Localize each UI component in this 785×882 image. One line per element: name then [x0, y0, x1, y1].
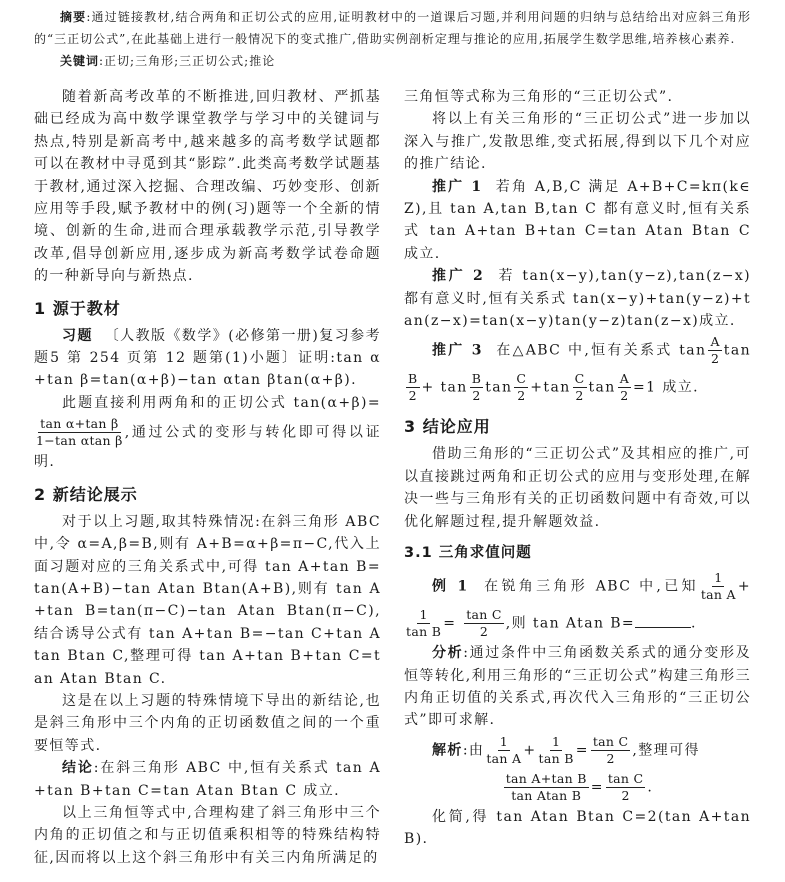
fraction-numerator: C — [574, 371, 585, 387]
generalization-2-text: 若 tan(x−y),tan(y−z),tan(z−x)都有意义时,恒有关系式 tan(x−y)+tan(y−z)+tan(z−x)=tan(x−y)tan(y−z)tan(z−x)成立. — [404, 268, 752, 330]
fraction-denominator: 2 — [606, 750, 615, 766]
fraction — [464, 607, 504, 640]
generalization-intro: 将以上有关三角形的“三正切公式”进一步加以深入与推广,发散思维,变式拓展,得到以下几个对应的推广结论. — [404, 111, 751, 173]
equals-sign: = — [590, 779, 604, 796]
section-3-heading: 3 结论应用 — [404, 417, 491, 437]
fraction-denominator: 2 — [575, 388, 584, 404]
analysis-label: 分析 — [432, 645, 464, 662]
fraction-denominator: 2 — [621, 787, 630, 803]
fraction-denominator: 2 — [711, 351, 720, 367]
fraction-numerator: tan A+tan B — [505, 770, 587, 786]
tan-text: tan — [485, 379, 513, 396]
plus-sign: + — [523, 742, 537, 759]
generalization-1 — [404, 176, 751, 266]
analysis-text: :通过条件中三角函数关系式的通分变形及恒等转化,利用三角形的“三正切公式”构建三角形三内角正切值的关系式,再次代入三角形的“三正切公式”即可求解. — [404, 645, 751, 729]
generalization-3-text: 在△ABC 中,恒有关系式 tan — [496, 342, 707, 359]
generalization-2-label: 推广 2 — [432, 268, 485, 285]
fraction-numerator: tan α+tan β — [40, 416, 119, 432]
formula-paragraph — [34, 392, 381, 474]
solution-text: :由 — [462, 742, 485, 759]
new-conclusion-paragraph: 这是在以上习题的特殊情境下导出的新结论,也是斜三角形中三个内角的正切函数值之间的一个重要恒等式. — [34, 692, 381, 754]
generalization-1-label: 推广 1 — [432, 178, 483, 195]
fraction-denominator: 2 — [620, 388, 629, 404]
tan-text: tan — [588, 379, 616, 396]
conclusion-label: 结论 — [62, 760, 94, 777]
two-column-body — [34, 86, 751, 869]
exercise-text: 〔人教版《数学》(必修第一册)复习参考题5 第 254 页第 12 题第(1)小题〕证明:tan α+tan β=tan(α+β)−tan αtan βtan(α+β). — [34, 327, 381, 389]
fraction — [514, 371, 528, 404]
abstract-text: :通过链接教材,结合两角和正切公式的应用,证明教材中的一道课后习题,并利用问题的归纳与总结给出对应斜三角形的“三正切公式”,在此基础上进行一般情况下的变式推广,借助实例剖析定理与推论的应用,拓展学生数学思维,培养核心素养. — [34, 10, 751, 46]
solution-line-2 — [404, 769, 751, 806]
generalization-3-end: =1 成立. — [633, 379, 699, 396]
fraction-denominator: 2 — [472, 388, 481, 404]
keywords — [60, 50, 751, 72]
section-2-heading: 2 新结论展示 — [34, 484, 138, 504]
tan-text: tan — [723, 342, 751, 359]
fraction-denominator: tan A — [700, 587, 736, 603]
fraction — [606, 771, 646, 804]
fraction — [618, 371, 631, 404]
tan-text: tan — [440, 379, 468, 396]
fraction-numerator: B — [471, 371, 482, 387]
abstract — [34, 6, 751, 50]
plus-sign: + — [530, 379, 544, 396]
fraction-denominator: 2 — [408, 388, 417, 404]
fraction-denominator: tan B — [406, 624, 442, 640]
tan-text: tan — [543, 379, 571, 396]
fraction — [504, 771, 589, 804]
analysis-paragraph — [404, 642, 751, 732]
fraction — [573, 371, 587, 404]
fraction — [701, 570, 736, 603]
fraction-numerator: 1 — [714, 570, 723, 586]
conclusion-text: :在斜三角形 ABC 中,恒有关系式 tan A+tan B+tan C=tan Atan Btan C 成立. — [34, 760, 381, 799]
answer-blank — [635, 613, 691, 628]
exercise-paragraph — [34, 325, 381, 392]
period: . — [647, 779, 654, 796]
fraction-denominator: 2 — [517, 388, 526, 404]
intro-paragraph: 随着新高考改革的不断推进,回归教材、严抓基础已经成为高中数学课堂教学与学习中的关键词与热点,特别是新高考中,越来越多的高考数学试题都可以在教材中寻觅到其“影踪”.此类高考数学试题基于教材,通过深入挖掘、合理改编、巧妙变形、创新应用等手段,赋予教材中的例(习)题等一个全新的情境、创新的生命,进而合理承载教学示范,引导教学改革,倡导创新应用,逐步成为新高考数学试卷命题的一种新导向与新热点. — [34, 89, 381, 285]
fraction-numerator: B — [408, 371, 418, 387]
generalization-1-text: 若角 A,B,C 满足 A+B+C=kπ(k∈Z),且 tan A,tan B,tan C 都有意义时,恒有关系式 tan A+tan B+tan C=tan Atan Btan C 成立. — [404, 178, 752, 262]
fraction-denominator: 2 — [479, 624, 489, 640]
fraction-denominator: tan A — [486, 750, 522, 766]
fraction-numerator: tan C — [607, 770, 644, 786]
section-1-heading: 1 源于教材 — [34, 298, 121, 318]
fraction-numerator: C — [516, 371, 527, 387]
derivation-paragraph: 对于以上习题,取其特殊情况:在斜三角形 ABC 中,令 α=A,β=B,则有 A+B=α+β=π−C,代入上面习题对应的三角关系式中,可得 tan A+tan B=tan(A+B)−tan Atan Btan(A+B),则有 tan A+tan B=tan(π−C)−tan Atan Btan(π−C),结合诱导公式有 tan A+tan B=−tan C+tan Atan Btan C,整理可得 tan A+tan B+tan C=tan Atan Btan C. — [34, 513, 381, 687]
equals-sign: = — [575, 742, 589, 759]
fraction — [708, 334, 721, 367]
fraction-numerator: 1 — [419, 607, 428, 623]
solution-text-b: ,整理可得 — [632, 742, 700, 759]
fraction-numerator: tan C — [592, 733, 629, 749]
generalization-3 — [404, 332, 751, 406]
exercise-label: 习题 — [62, 327, 93, 344]
keywords-text: :正切;三角形;三正切公式;推论 — [99, 54, 276, 68]
fraction — [591, 734, 631, 767]
example-1-label: 例 1 — [432, 578, 469, 595]
abstract-label: 摘要 — [60, 10, 87, 24]
example-1-question: ,则 tan Atan B= — [505, 615, 636, 632]
generalization-2 — [404, 265, 751, 332]
conclusion-paragraph — [34, 757, 381, 802]
fraction-denominator: tan Atan B — [511, 787, 582, 803]
fraction — [486, 734, 521, 767]
example-1 — [404, 568, 751, 642]
fraction-numerator: 1 — [499, 733, 508, 749]
period: . — [691, 615, 697, 632]
example-1-text: 在锐角三角形 ABC 中,已知 — [484, 578, 699, 595]
fraction — [539, 734, 574, 767]
fraction-numerator: tan C — [466, 607, 502, 623]
fraction-numerator: A — [619, 371, 630, 387]
equals-sign: = — [443, 615, 457, 632]
fraction — [406, 607, 441, 640]
fraction-numerator: 1 — [551, 733, 561, 749]
structure-paragraph: 以上三角恒等式中,合理构建了斜三角形中三个内角的正切值之和与正切值乘积相等的特殊结构特征,因而将以上这个斜三角形中有关三内角所满足的 — [34, 804, 381, 866]
fraction-denominator: tan B — [538, 750, 574, 766]
plus-sign: + — [421, 379, 435, 396]
continued-paragraph: 三角恒等式称为三角形的“三正切公式”. — [404, 89, 674, 105]
application-paragraph: 借助三角形的“三正切公式”及其相应的推广,可以直接跳过两角和正切公式的应用与变形处理,在解决一些与三角形有关的正切函数问题中有奇效,可以优化解题过程,提升解题效益. — [404, 446, 751, 530]
fraction-denominator: 1−tan αtan β — [36, 433, 123, 449]
section-3-1-heading: 3.1 三角求值问题 — [404, 545, 532, 562]
right-column — [404, 86, 751, 869]
keywords-label: 关键词 — [60, 54, 100, 68]
solution-line-3: 化简,得 tan Atan Btan C=2(tan A+tan B). — [404, 808, 751, 848]
fraction-numerator: A — [710, 334, 720, 350]
generalization-3-label: 推广 3 — [432, 342, 483, 359]
solution-line-1 — [404, 732, 751, 769]
fraction — [406, 371, 420, 404]
fraction — [470, 371, 484, 404]
solution-label: 解析 — [432, 742, 463, 759]
plus-sign: + — [737, 578, 751, 595]
fraction — [36, 416, 123, 449]
formula-text-end: ,通过公式的变形与转化即可得以证明. — [34, 424, 381, 471]
left-column — [34, 86, 381, 869]
formula-text: 此题直接利用两角和的正切公式 tan(α+β)= — [62, 394, 381, 411]
